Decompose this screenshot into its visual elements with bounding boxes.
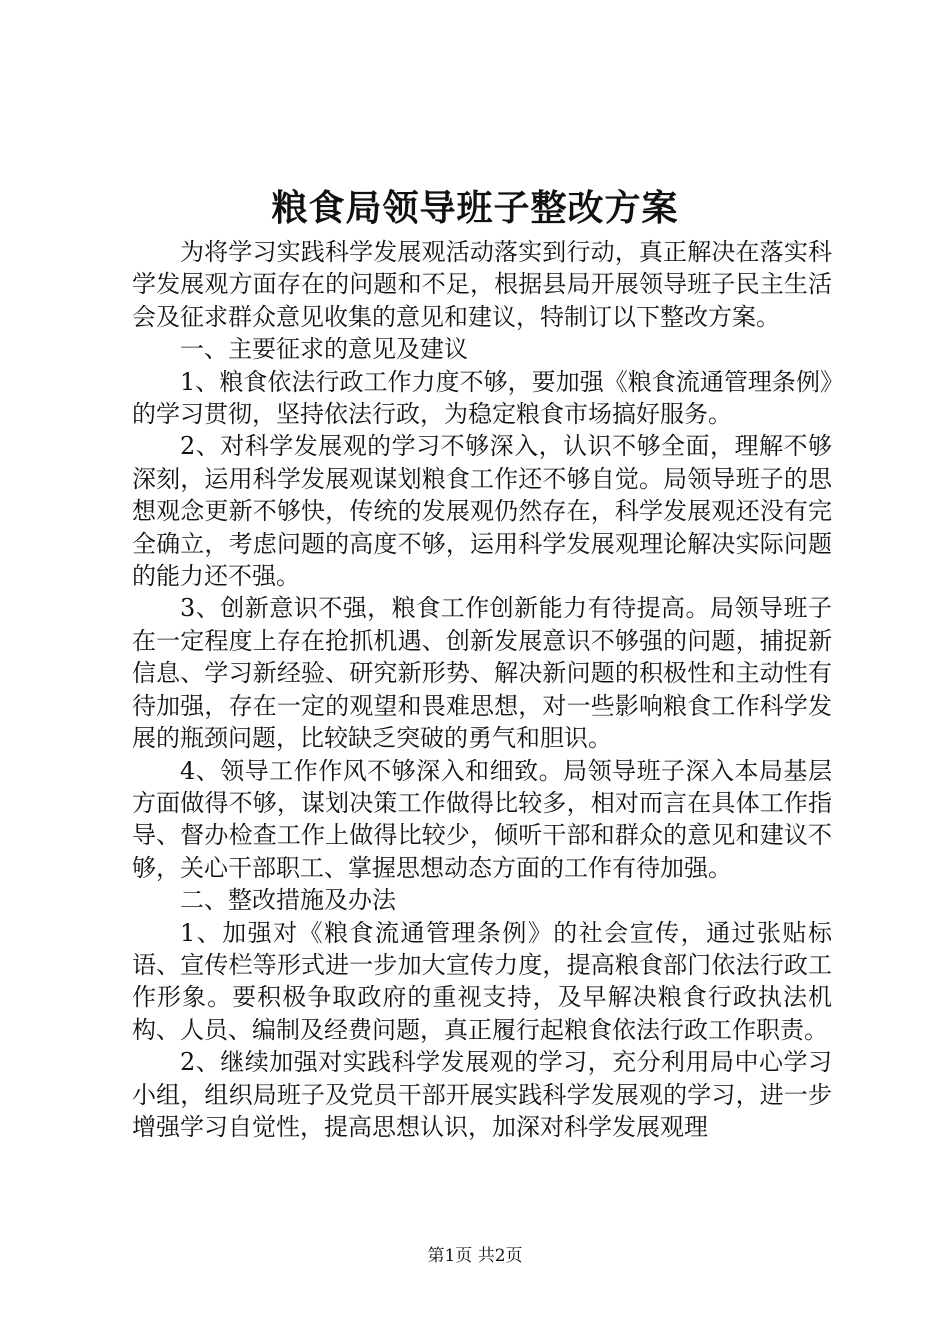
paragraph-measure-1: 1、加强对《粮食流通管理条例》的社会宣传，通过张贴标语、宣传栏等形式进一步加大宣传力度，提高粮食部门依法行政工作形象。要积极争取政府的重视支持，及早解决粮食行政执法机构、人员、编制及经费问题，真正履行起粮食依法行政工作职责。 <box>132 918 832 1044</box>
document-body <box>132 236 832 1143</box>
section-heading-opinions: 一、主要征求的意见及建议 <box>180 335 468 364</box>
paragraph-opinion-4: 4、领导工作作风不够深入和细致。局领导班子深入本局基层方面做得不够，谋划决策工作做得比较多，相对而言在具体工作指导、督办检查工作上做得比较少，倾听干部和群众的意见和建议不够，关心干部职工、掌握思想动态方面的工作有待加强。 <box>132 756 832 882</box>
paragraph-opinion-1: 1、粮食依法行政工作力度不够，要加强《粮食流通管理条例》的学习贯彻，坚持依法行政，为稳定粮食市场搞好服务。 <box>132 367 832 429</box>
paragraph-measure-2: 2、继续加强对实践科学发展观的学习，充分利用局中心学习小组，组织局班子及党员干部开展实践科学发展观的学习，进一步增强学习自觉性，提高思想认识，加深对科学发展观理 <box>132 1048 832 1141</box>
paragraph-opinion-3: 3、创新意识不强，粮食工作创新能力有待提高。局领导班子在一定程度上存在抢抓机遇、创新发展意识不够强的问题，捕捉新信息、学习新经验、研究新形势、解决新问题的积极性和主动性有待加强，存在一定的观望和畏难思想，对一些影响粮食工作科学发展的瓶颈问题，比较缺乏突破的勇气和胆识。 <box>132 594 832 753</box>
paragraph-intro: 为将学习实践科学发展观活动落实到行动，真正解决在落实科学发展观方面存在的问题和不足，根据县局开展领导班子民主生活会及征求群众意见收集的意见和建议，特制订以下整改方案。 <box>132 238 832 331</box>
section-heading-measures: 二、整改措施及办法 <box>180 886 396 915</box>
page-footer: 第1页 共2页 <box>427 1246 523 1266</box>
document-title: 粮食局领导班子整改方案 <box>271 187 679 229</box>
paragraph-opinion-2: 2、对科学发展观的学习不够深入，认识不够全面，理解不够深刻，运用科学发展观谋划粮食工作还不够自觉。局领导班子的思想观念更新不够快，传统的发展观仍然存在，科学发展观还没有完全确立，考虑问题的高度不够，运用科学发展观理论解决实际问题的能力还不强。 <box>132 432 832 591</box>
